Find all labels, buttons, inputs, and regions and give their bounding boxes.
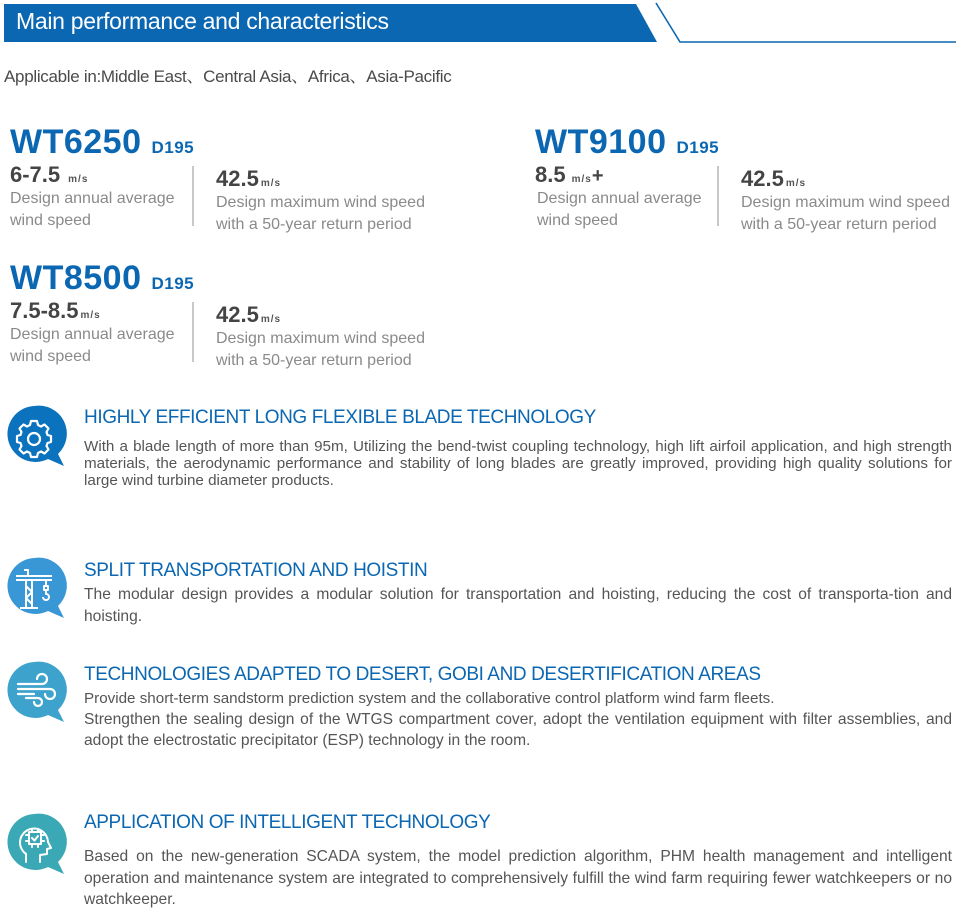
avg-wind-value: 6-7.5 (10, 162, 61, 187)
max-wind-value: 42.5 (216, 302, 259, 327)
feature-title: HIGHLY EFFICIENT LONG FLEXIBLE BLADE TECHNOLOGY (84, 407, 596, 428)
avg-wind-spec (10, 298, 188, 368)
model-card-wt9100 (535, 124, 964, 232)
avg-wind-unit: m/s (571, 174, 592, 185)
model-name: WT8500 (10, 259, 142, 297)
avg-wind-value: 8.5 (535, 162, 566, 187)
feature-text: The modular design provides a modular solution for transportation and hoisting, reducing the cost of transporta-tion and hoisting. (84, 586, 952, 625)
max-wind-desc-2: with a 50-year return period (741, 216, 937, 233)
avg-wind-spec (535, 162, 713, 232)
avg-wind-desc-2: wind speed (537, 212, 618, 229)
crane-icon (4, 556, 68, 620)
section-banner (0, 0, 964, 48)
gear-icon (4, 404, 68, 468)
feature-title: APPLICATION OF INTELLIGENT TECHNOLOGY (84, 812, 491, 833)
model-card-wt6250 (10, 124, 470, 232)
max-wind-desc-2: with a 50-year return period (216, 216, 412, 233)
max-wind-unit: m/s (785, 178, 807, 189)
model-rotor: D195 (151, 274, 195, 293)
max-wind-spec (192, 302, 446, 369)
avg-wind-suffix: + (591, 165, 604, 187)
avg-wind-desc-1: Design annual average (10, 326, 175, 343)
avg-wind-value: 7.5-8.5 (10, 298, 79, 323)
max-wind-spec (192, 166, 446, 233)
model-card-wt8500 (10, 260, 470, 368)
page-title: Main performance and characteristics (16, 8, 389, 34)
model-name: WT6250 (10, 123, 142, 161)
avg-wind-unit: m/s (68, 174, 89, 185)
avg-wind-desc-1: Design annual average (537, 190, 702, 207)
max-wind-unit: m/s (260, 178, 282, 189)
max-wind-value: 42.5 (216, 166, 259, 191)
avg-wind-unit: m/s (80, 310, 101, 321)
max-wind-desc-1: Design maximum wind speed (216, 194, 425, 211)
applicable-regions: Applicable in:Middle East、Central Asia、Africa、Asia-Pacific (4, 67, 452, 86)
avg-wind-spec (10, 162, 188, 232)
feature-text: Based on the new-generation SCADA system, the model prediction algorithm, PHM health management and intelligent operation and maintenance system are integrated to comprehensively fulfill the wind farm requiring fewer watchkeepers or no watchkeeper. (84, 848, 952, 908)
max-wind-spec (717, 166, 964, 233)
feature-title: SPLIT TRANSPORTATION AND HOISTIN (84, 560, 428, 581)
feature-text: With a blade length of more than 95m, Utilizing the bend-twist coupling technology, high lift airfoil application, and high strength materials, the aerodynamic performance and stability of long blades are greatly improved, providing high quality solutions for large wind turbine diameter products. (84, 438, 952, 489)
wind-icon (4, 660, 68, 724)
avg-wind-desc-1: Design annual average (10, 190, 175, 207)
max-wind-desc-1: Design maximum wind speed (216, 330, 425, 347)
model-rotor: D195 (151, 138, 195, 157)
max-wind-desc-1: Design maximum wind speed (741, 194, 950, 211)
model-rotor: D195 (676, 138, 720, 157)
model-name: WT9100 (535, 123, 667, 161)
feature-title: TECHNOLOGIES ADAPTED TO DESERT, GOBI AND DESERTIFICATION AREAS (84, 664, 761, 685)
max-wind-unit: m/s (260, 314, 282, 325)
max-wind-value: 42.5 (741, 166, 784, 191)
feature-text-2: Strengthen the sealing design of the WTGS compartment cover, adopt the ventilation equipment with filter assemblies, and adopt the electrostatic precipitator (ESP) technology in the room. (84, 711, 952, 749)
ai-head-icon (4, 812, 68, 876)
max-wind-desc-2: with a 50-year return period (216, 352, 412, 369)
banner-line (656, 3, 956, 42)
avg-wind-desc-2: wind speed (10, 212, 91, 229)
avg-wind-desc-2: wind speed (10, 348, 91, 365)
feature-text-1: Provide short-term sandstorm prediction system and the collaborative control platform wind farm fleets. (84, 690, 775, 707)
